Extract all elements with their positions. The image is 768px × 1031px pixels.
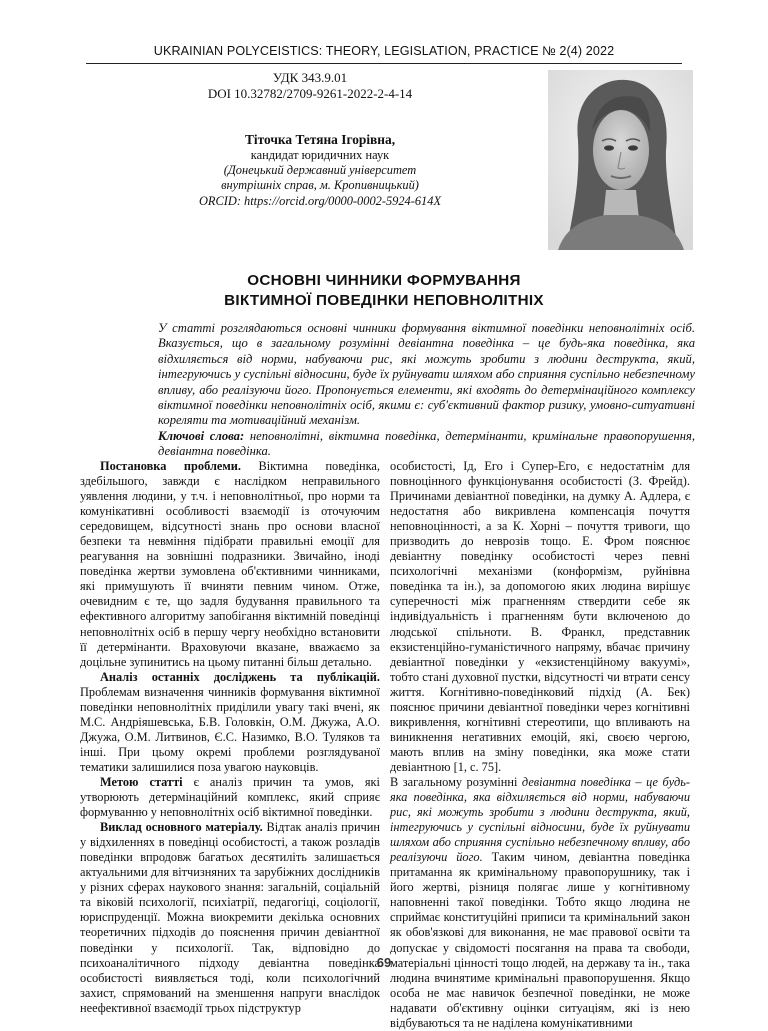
doi: DOI 10.32782/2709-9261-2022-2-4-14 — [207, 86, 413, 101]
header-rule — [86, 63, 682, 64]
article-title-line-2: ВІКТИМНОЇ ПОВЕДІНКИ НЕПОВНОЛІТНІХ — [224, 292, 544, 309]
page-number: 69 — [376, 955, 392, 970]
text-problem-statement: Віктимна поведінка, здебільшого, завжди є наслідком неправильного уявлення людини, у т.ч. і неповнолітньої, про норми та комунікативні особливості взаємодії із оточуючим середовищем, відсутності знань про основи власної безпеки та невміння підібрати правильні емоції для реагування на зовнішні подразники. Звичайно, іноді поведінка жертви зумовлена об'єктивними чинниками, які примушують її вчиняти певним чином. Отже, очевидним є те, що задля будування правильного та ефективного алгоритму запобігання віктимній поведінці неповнолітніх осіб в першу чергу необхідно встановити її детермінанти. Враховуючи вказане, вважаємо за доцільне зупинитись на цьому питанні більш детально. — [80, 459, 380, 669]
keywords-text: неповнолітні, віктимна поведінка, детермінанти, кримінальне правопорушення, девіантна поведінка. — [158, 428, 696, 459]
paragraph-theories-continued: особистості, Ід, Его і Супер-Его, є недостатнім для повноцінного функціонування особистості (З. Фрейд). Причинами девіантної поведінки, на думку А. Адлера, є недостатня або викривлена компенсація почуття неповноцінності, а за К. Хорні – почуття тривоги, що призводить до неврозів тощо. Е. Фром пояснює девіантну поведінку особистості через певні психологічні механізми (конформізм, руйнівна поведінка та ін.), за допомогою яких людина вирішує суперечності між прагненням ствердити себе як індивідуальність і прагненням бути включеною до людської спільноти. В. Франкл, представник екзистенційно-гуманістичного напряму, вбачає причину девіантної поведінки у «екзистенційному вакуумі», тобто стані духовної пустки, відсутності чи втрати сенсу життя. Когнітивно-поведінковий підхід (А. Бек) пояснює причини девіантної поведінки через когнітивні викривлення, когнітивні стереотипи, що впливають на виникнення негативних емоцій, які, своєю чергою, мають вплив на зміну поведінки, яка може стати девіантною [1, с. 75]. — [390, 459, 690, 774]
udk-code: УДК 343.9.01 — [272, 70, 348, 85]
heading-article-goal: Метою статті — [100, 774, 183, 789]
paragraph-deviant-definition — [390, 775, 690, 1031]
text-definition-rest: Таким чином, девіантна поведінка притаманна як кримінальному правопорушнику, так і його жертві, різниця полягає лише у когнітивному наповненні такої поведінки. Тобто якщо людина не сприймає конституційні приписи та кримінальний закон як обов'язкові для виконання, не має правової освіти та допускає у свідомості посягання на права та свободи, матеріальні цінності тощо людей, на державу та ін., така людина вчинятиме кримінальні правопорушення. Якщо особа не має навичок безпечної поведінки, не може надавати об'єктивну оцінки ситуаціям, які із нею відбуваються та не наділена комунікативними — [390, 850, 690, 1030]
text-literature-review: Проблемам визначення чинників формування віктимної поведінки неповнолітніх приділили увагу такі вчені, як М.С. Андріяшевська, Б.В. Головкін, О.М. Джужа, А.О. Джужа, О.М. Литвинов, Є.С. Назимко, В.О. Туляков та інші. При цьому окремі проблеми розглядуваної тематики залишилися поза увагою науковців. — [80, 684, 380, 774]
article-identifiers — [180, 70, 440, 102]
author-block — [170, 131, 470, 209]
author-orcid: ORCID: https://orcid.org/0000-0002-5924-614X — [198, 193, 442, 208]
author-affiliation-line-1: (Донецький державний університет — [223, 163, 417, 178]
text-article-goal: є аналіз причин та умов, які утворюють детермінаційний комплекс, який сприяє формуванню у неповнолітніх осіб віктимної поведінки. — [80, 774, 380, 820]
keywords-line — [158, 429, 695, 460]
paragraph-article-goal — [80, 775, 380, 820]
heading-main-material: Виклад основного матеріалу. — [100, 820, 263, 835]
article-title-line-1: ОСНОВНІ ЧИННИКИ ФОРМУВАННЯ — [247, 272, 521, 289]
text-definition-italic: девіантна поведінка – це будь-яка поведінка, яка відхиляється від норми, набуваючи рис, які можуть зробити з людини деструкта, який, інтегруючись у суспільні відносини, буде їх руйнувати шляхом або сприяння суспільно небезпечному впливу, або реалізуючи його. — [390, 774, 690, 865]
heading-literature-review: Аналіз останніх досліджень та публікацій. — [100, 669, 380, 684]
text-main-material: Відтак аналіз причин у відхиленнях в поведінці особистості, а також розладів поведінки впродовж багатьох десятиліть залишається актуальними для вітчизняних та зарубіжних дослідників у різних сферах наукового знання: загальній, соціальній та віковій психології, психіатрії, педагогіці, соціології, юриспруденції. Можна виокремити декілька основних теоретичних підходів до пояснення причин девіантної поведінки у психології. Так, відповідно до психоаналітичного підходу девіантна поведінка особистості виявляється тоді, коли психологічний захист, спрямований на зменшення напруги внаслідок неефективної взаємодії трьох підструктур — [80, 820, 380, 1015]
abstract-text: У статті розглядаються основні чинники формування віктимної поведінки неповнолітніх осіб. Вказується, що в загальному розумінні девіантна поведінка – це будь-яка поведінка, яка відхиляється від норми, набуваючи рис, які можуть зробити з людини деструкта, який, інтегруючись у суспільні відносини, буде їх руйнувати шляхом або сприяння суспільно небезпечному впливу, або реалізуючи його. Пропонується елементи, які входять до детермінаційного комплексу віктимної поведінки неповнолітніх осіб, якими є: суб'єктивний фактор ризику, умовно-ситуативні кореляти та мотиваційний механізм. — [158, 321, 695, 428]
paragraph-main-material — [80, 820, 380, 1016]
right-column — [390, 459, 690, 1031]
keywords-label: Ключові слова: — [158, 428, 245, 443]
author-portrait-icon — [548, 70, 693, 250]
abstract-block — [158, 321, 695, 460]
author-affiliation-line-2: внутрішніх справ, м. Кропивницький) — [221, 178, 419, 193]
left-column — [80, 459, 380, 1016]
author-degree: кандидат юридичних наук — [250, 148, 390, 162]
heading-problem-statement: Постановка проблеми. — [100, 459, 241, 473]
author-name: Тіточка Тетяна Ігорівна, — [244, 132, 396, 147]
paragraph-literature-review — [80, 670, 380, 775]
article-title — [110, 271, 658, 311]
paragraph-problem-statement — [80, 459, 380, 670]
journal-running-header: UKRAINIAN POLYCEISTICS: THEORY, LEGISLATION, PRACTICE № 2(4) 2022 — [153, 44, 615, 58]
text-definition-lead: В загальному розумінні — [390, 774, 522, 789]
